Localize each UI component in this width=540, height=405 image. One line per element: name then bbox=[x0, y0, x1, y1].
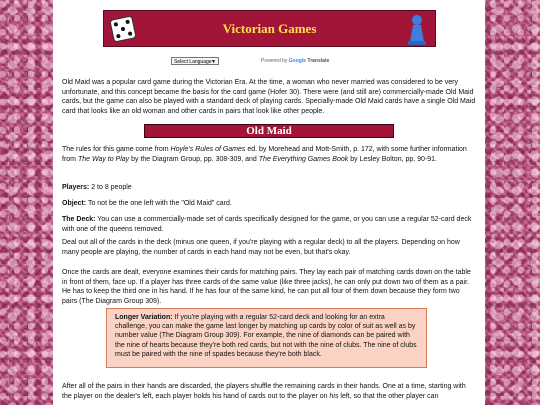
rules-text: by the Diagram Group, pp. 308-309, and bbox=[129, 155, 259, 163]
after-text: After all of the pairs in their hands are discarded, the players shuffle the remaining cards in their hands. One at a time, starting with the player on the dealer's left, each player holds his hand of cards out to the player on bbox=[62, 383, 466, 400]
deck-label: The Deck: bbox=[62, 216, 96, 223]
site-title: Victorian Games bbox=[222, 21, 317, 36]
rules-text: by Lesley Bolton, pp. 90-91. bbox=[348, 155, 438, 163]
rules-text: The rules for this game come from bbox=[62, 146, 171, 153]
after-pairs-paragraph bbox=[62, 382, 476, 401]
language-select-value: Select Language bbox=[174, 59, 212, 65]
object-paragraph bbox=[62, 199, 476, 209]
deal-text: Deal out all of the cards in the deck (minus one queen, if you're playing with a regular deck) to all the players. Depending on how many people are playing, the number of cards in each hand may not be even, but that's okay. bbox=[62, 239, 460, 256]
deck-paragraph bbox=[62, 215, 476, 234]
players-value: 2 to 8 people bbox=[89, 184, 132, 191]
translate-label: Translate bbox=[307, 58, 330, 64]
site-banner[interactable] bbox=[103, 10, 436, 47]
book-title: The Way to Play bbox=[77, 155, 130, 163]
variation-label: Longer Variation: bbox=[115, 314, 173, 321]
players-label: Players: bbox=[62, 184, 90, 191]
intro-paragraph bbox=[62, 78, 476, 116]
deck-value: You can use a commercially-made set of cards specifically designed for the game, or you can use a regular 52-card deck with one of the queens removed. bbox=[62, 216, 472, 233]
object-value: To not be the one left with the "Old Maid" card. bbox=[86, 200, 232, 207]
deal-paragraph bbox=[62, 238, 476, 257]
section-heading: Old Maid bbox=[144, 124, 394, 138]
powered-by-google-translate[interactable] bbox=[261, 58, 329, 64]
rules-text: ed. by Morehead and Mott-Smith, p. 172, with some further information from bbox=[62, 146, 467, 163]
google-translate-widget bbox=[171, 57, 371, 67]
google-logo: Google bbox=[288, 58, 307, 64]
after-emphasis: his bbox=[329, 392, 339, 400]
object-label: Object: bbox=[62, 200, 87, 207]
variation-callout bbox=[106, 308, 427, 368]
book-title: Hoyle's Rules of Games bbox=[170, 146, 246, 153]
language-select[interactable] bbox=[171, 57, 219, 65]
rules-source-paragraph bbox=[62, 145, 476, 164]
variation-text: If you're playing with a regular 52-card deck and looking for an extra challenge, you can make the game last longer by matching up cards by color of suit as well as by number value (The Diagram Group 309). For example, the nine of diamonds can be paired with the nine of hearts because they're both red cards, but not with the nine of clubs. The nine of clubs must be paired with the nine of spades because they're both black. bbox=[115, 314, 417, 358]
intro-text: Old Maid was a popular card game during the Victorian Era. At the time, a woman who never married was considered to be very unfortunate, and this concept became the basis for the card game (Hofer 30). There were (and still are) commercially-made Old Maid cards, but the game can also be played with a standard deck of playing cards. Specially-made Old Maid cards have a single Old Maid card that looks like an old woman and other cards in pairs that look like other people. bbox=[62, 79, 476, 115]
pawn-icon bbox=[407, 14, 427, 45]
powered-by-label: Powered by bbox=[261, 58, 288, 64]
players-paragraph bbox=[62, 183, 476, 193]
page-content bbox=[53, 0, 485, 405]
pairs-paragraph bbox=[62, 268, 476, 306]
chevron-down-icon: ▼ bbox=[211, 59, 216, 65]
pairs-text: Once the cards are dealt, everyone examines their cards for matching pairs. They lay each pair of matching cards down on the table in front of them, face up. If a player has three cards of the same value (like three jacks), he can only put down two of them as a pair. He has to keep the third one in his hand. If he has four of the same kind, he can put all four of them down because they form two pairs (The Diagram Group 309). bbox=[62, 269, 471, 305]
book-title: The Everything Games Book bbox=[258, 155, 349, 163]
after-text: left, so that the other player can bbox=[338, 392, 439, 400]
